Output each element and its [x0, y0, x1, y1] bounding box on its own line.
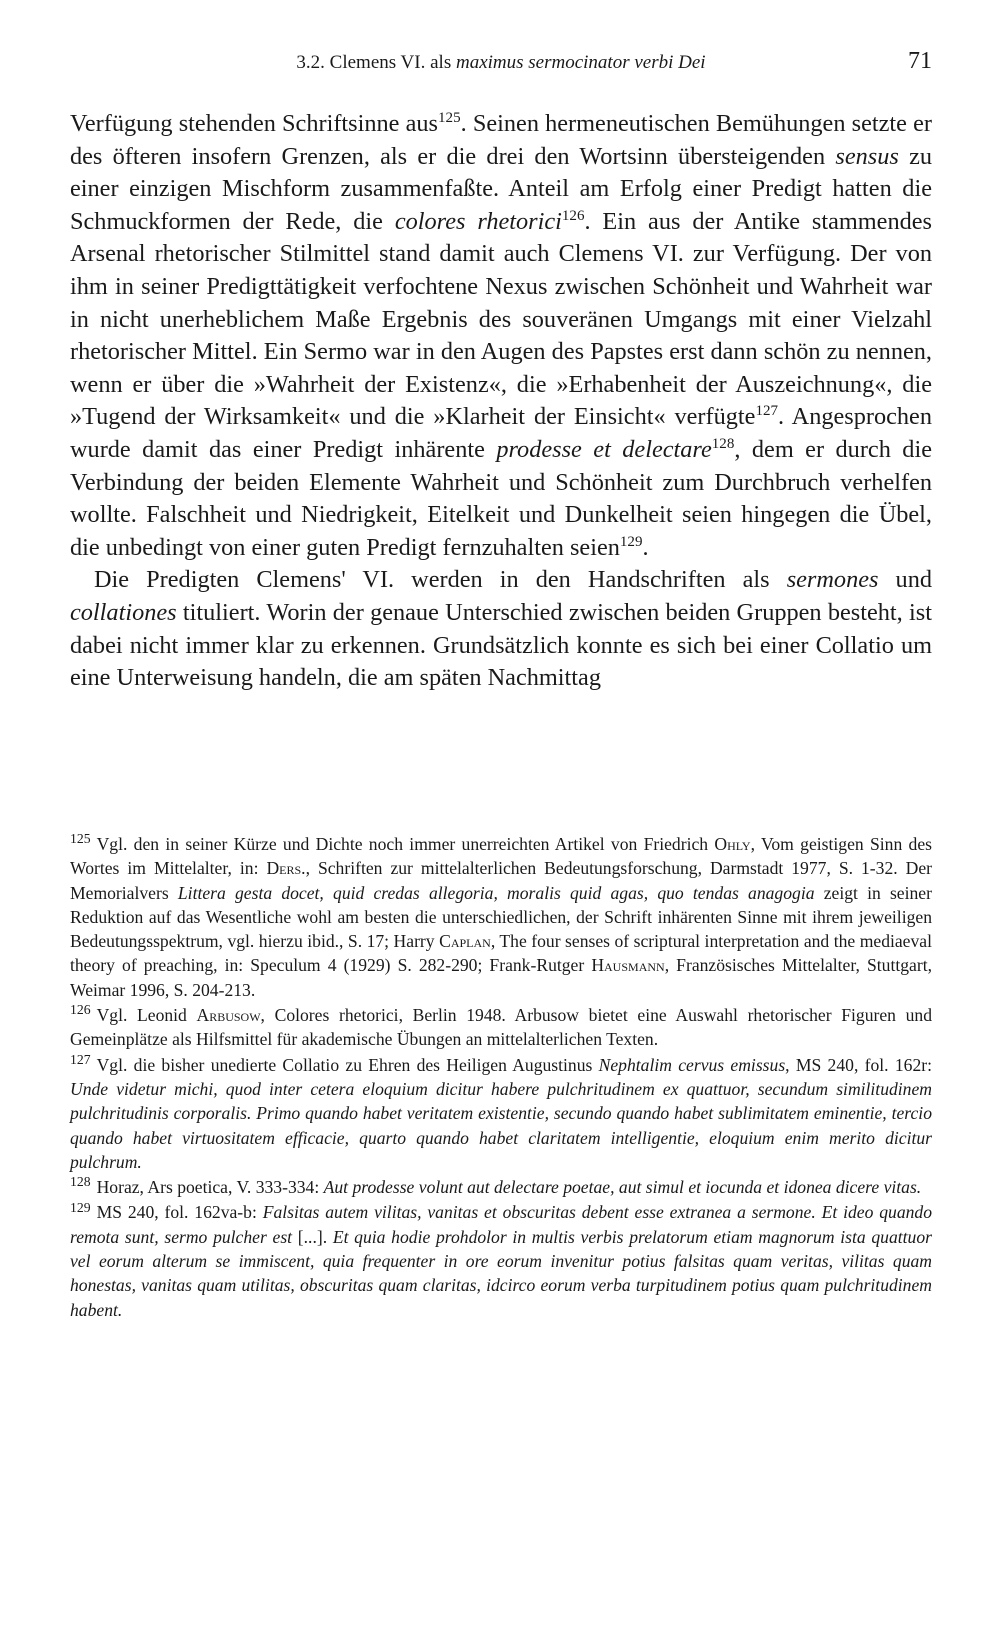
text-span: Die Predigten Clemens' VI. werden in den Handschriften als — [94, 566, 787, 594]
footnote-ref-126: 126 — [561, 207, 585, 224]
text-span: , Französisches Mittelalter, Stuttgart, Weimar 1996, S. 204-213. — [70, 955, 932, 1000]
italic-term-sermones: sermones — [786, 566, 879, 594]
running-title-italic: maximus sermocinator verbi Dei — [455, 52, 706, 73]
text-span: zeigt in seiner Reduktion auf das Wesentliche wohl am besten die unterschiedlichen, der Schrift inhärenten Sinne mit ihrem jeweiligen Bedeutungsspektrum, vgl. hierzu ibid., S. 17; Harry — [70, 882, 932, 952]
text-span: . Seinen hermeneutischen Bemühungen setzte er des öfteren insofern Grenzen, als er die drei den Wortsinn übersteigenden — [70, 110, 932, 170]
footnote-127 — [70, 1053, 932, 1174]
paragraph-2 — [70, 564, 932, 694]
text-span: tituliert. Worin der genaue Unterschied zwischen beiden Gruppen besteht, ist dabei nicht immer klar zu erkennen. Grundsätzlich konnte es sich bei einer Collatio um eine Unterweisung handeln, die am späten Nachmittag — [70, 598, 932, 692]
text-span: zu einer einzigen Mischform zusammenfaßte. Anteil am Erfolg einer Predigt hatten die Schmuckformen der Rede, die — [70, 142, 933, 235]
footnote-number: 127 — [70, 1051, 91, 1067]
running-title — [70, 52, 932, 74]
text-span: Vgl. die bisher unedierte Collatio zu Ehren des Heiligen Augustinus — [96, 1054, 599, 1075]
latin-quote: Et quia hodie prohdolor in multis verbis prelatorum etiam magnorum ista quattuor vel eorum alterum se immiscent, quia frequenter in ore eorum invenitur potius falsitas quam veritas, vilitas quam honestas, vanitas quam utilitas, obscuritas quam claritas, idcirco eorum verba turpitudinem potius quam pulchritudinem habent. — [70, 1226, 932, 1320]
footnote-125 — [70, 832, 932, 1002]
footnotes — [70, 832, 932, 1323]
italic-term-prodesse: prodesse et delectare — [496, 435, 712, 463]
paragraph-1 — [70, 108, 932, 564]
text-span: . — [642, 533, 649, 561]
author-name: Ohly — [714, 834, 751, 854]
text-span: [...]. — [292, 1226, 333, 1247]
footnote-number: 125 — [70, 831, 91, 847]
footnote-ref-128: 128 — [711, 435, 735, 452]
text-span: . Angesprochen wurde damit das einer Predigt inhärente — [70, 403, 932, 463]
latin-title: Nephtalim cervus emissus — [598, 1054, 786, 1075]
text-span: , The four senses of scriptural interpretation and the mediaeval theory of preaching, in: Speculum 4 (1929) S. 282-290; Frank-Rutger — [70, 931, 932, 976]
author-name: Hausmann — [591, 955, 665, 976]
text-span: Vgl. den in seiner Kürze und Dichte noch immer unerreichten Artikel von Friedrich — [96, 834, 715, 854]
text-span: , dem er durch die Verbindung der beiden Elemente Wahrheit und Schönheit zum Durchbruch verhelfen wollte. Falschheit und Niedrigkeit, Eitelkeit und Dunkelheit seien hingegen die Übel, die unbedingt von einer guten Predigt fernzuhalten seien — [70, 435, 932, 561]
footnote-ref-127: 127 — [755, 403, 779, 420]
latin-quote: Littera gesta docet, quid credas allegoria, moralis quid agas, quo tendas anagogia — [177, 882, 815, 903]
text-span: . Ein aus der Antike stammendes Arsenal rhetorischer Stilmittel stand damit auch Clemens VI. zur Verfügung. Der von ihm in seiner Predigttätigkeit verfochtene Nexus zwischen Schönheit und Wahrheit war in nicht unerheblichem Maße Ergebnis des souveränen Umgangs mit einer Vielzahl rhetorischer Mittel. Ein Sermo war in den Augen des Papstes erst dann schön zu nennen, wenn er über die »Wahrheit der Existenz«, die »Erhabenheit der Auszeichnung«, die »Tugend der Wirksamkeit« und die »Klarheit der Einsicht« verfügte — [70, 207, 932, 431]
footnote-number: 126 — [70, 1002, 91, 1018]
text-span: MS 240, fol. 162va-b: — [96, 1202, 263, 1223]
italic-term-colores: colores rhetorici — [394, 207, 562, 235]
text-span: , MS 240, fol. 162r: — [785, 1054, 932, 1075]
running-title-text: 3.2. Clemens VI. als — [296, 52, 456, 73]
latin-quote: Unde videtur michi, quod inter cetera eloquium dicitur habere pulchritudinem ex quattuor, secundum similitudinem pulchritudinis corporalis. Primo quando habet veritatem existentie, secundo quando habet sublimitatem eminentie, tercio quando habet virtuositatem efficacie, quarto quando habet claritatem intelligentie, eloquium enim merito dicitur pulchrum. — [70, 1078, 932, 1172]
text-span: , Schriften zur mittelalterlichen Bedeutungsforschung, Darmstadt 1977, S. 1-32. Der Memorialvers — [70, 858, 933, 903]
footnote-129 — [70, 1200, 932, 1321]
footnote-ref-125: 125 — [438, 109, 461, 126]
footnote-number: 129 — [70, 1199, 91, 1215]
author-name: Caplan — [439, 931, 491, 952]
text-span: Verfügung stehenden Schriftsinne aus — [70, 110, 439, 137]
footnote-128 — [70, 1175, 932, 1199]
author-name: Arbusow — [196, 1005, 261, 1026]
italic-term-sensus: sensus — [835, 142, 899, 170]
latin-quote: Aut prodesse volunt aut delectare poetae, aut simul et iocunda et idonea dicere vitas. — [323, 1177, 922, 1198]
latin-quote: Falsitas autem vilitas, vanitas et obscuritas debent esse extranea a sermone. Et ideo quando remota sunt, sermo pulcher est — [70, 1202, 933, 1247]
footnote-ref-129: 129 — [619, 533, 643, 550]
text-span: und — [878, 566, 932, 594]
text-span: Vgl. Leonid — [96, 1005, 197, 1026]
italic-term-collationes: collationes — [70, 598, 177, 626]
running-header — [70, 46, 932, 80]
text-span: Horaz, Ars poetica, V. 333-334: — [96, 1177, 324, 1198]
main-text — [70, 108, 932, 695]
text-span: , Colores rhetorici, Berlin 1948. Arbusow bietet eine Auswahl rhetorischer Figuren und Gemeinplätze als Hilfsmittel für akademische Übungen an mittelalterlichen Texten. — [70, 1005, 932, 1050]
page-number: 71 — [908, 48, 932, 74]
footnote-126 — [70, 1003, 932, 1052]
author-name: Ders. — [266, 858, 306, 879]
footnote-number: 128 — [70, 1174, 91, 1190]
text-span: , Vom geistigen Sinn des Wortes im Mittelalter, in: — [70, 834, 932, 879]
